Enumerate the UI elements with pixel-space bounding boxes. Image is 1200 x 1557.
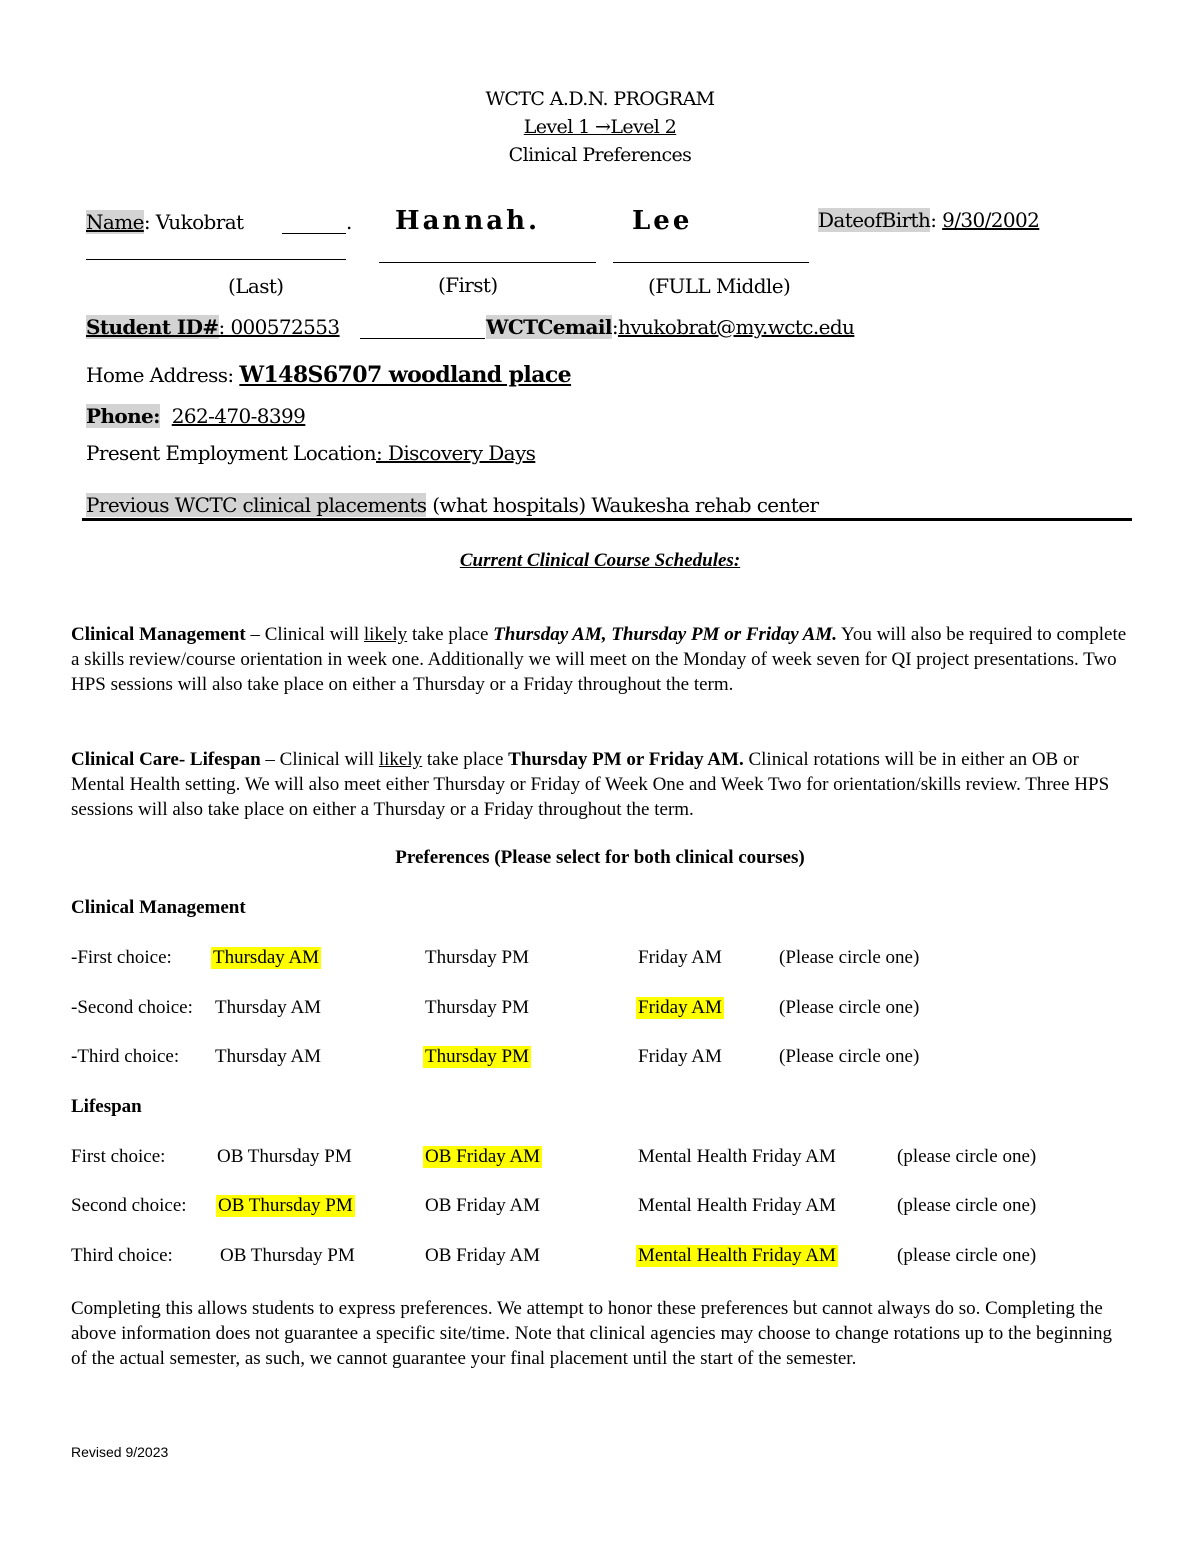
option-thursday-am[interactable]: Thursday AM [215, 1046, 322, 1067]
dob-label: DateofBirth [818, 208, 931, 232]
phone-value: 262-470-8399 [171, 404, 306, 428]
option-ob-friday-am[interactable]: OB Friday AM [425, 1245, 541, 1266]
choice-label: Second choice: [71, 1195, 187, 1216]
level-text: Level 1 →Level 2 [523, 116, 677, 138]
circle-note: (Please circle one) [779, 997, 920, 1018]
option-ob-thursday-pm[interactable]: OB Thursday PM [220, 1245, 355, 1266]
dob-value: 9/30/2002 [942, 208, 1040, 232]
management-title: Clinical Management [71, 624, 246, 645]
option-friday-am[interactable]: Friday AM [638, 1046, 722, 1067]
section-divider [82, 518, 1132, 521]
phone-row [86, 404, 305, 428]
option-mental-health-friday-am[interactable]: Mental Health Friday AM [638, 1146, 836, 1167]
choice-label: -First choice: [71, 947, 172, 968]
lifespan-pref-heading: Lifespan [71, 1096, 142, 1117]
option-thursday-pm[interactable]: Thursday PM [425, 997, 529, 1018]
circle-note: (Please circle one) [779, 947, 920, 968]
employment-value: : Discovery Days [376, 441, 536, 465]
last-name-value: Vukobrat [155, 210, 244, 234]
option-friday-am[interactable]: Friday AM [638, 947, 722, 968]
circle-note: (Please circle one) [779, 1046, 920, 1067]
choice-label: Third choice: [71, 1245, 173, 1266]
student-id-underline [360, 338, 485, 339]
email-row: WCTCemail:hvukobrat@my.wctc.edu [486, 315, 855, 339]
email-value: hvukobrat@my.wctc.edu [617, 315, 855, 339]
previous-label: Previous WCTC clinical placements [86, 493, 427, 517]
option-mental-health-friday-am[interactable]: Mental Health Friday AM [638, 1245, 836, 1266]
name-separator: . [346, 210, 352, 234]
lifespan-times: Thursday PM or Friday AM. [508, 749, 744, 770]
name-label: Name [86, 210, 144, 234]
option-ob-friday-am[interactable]: OB Friday AM [425, 1146, 541, 1167]
management-likely: likely [363, 624, 408, 645]
previous-row [86, 493, 818, 517]
circle-note: (please circle one) [897, 1245, 1037, 1266]
lifespan-likely: likely [378, 749, 423, 770]
option-thursday-am[interactable]: Thursday AM [213, 947, 320, 968]
choice-label: -Third choice: [71, 1046, 180, 1067]
option-thursday-am[interactable]: Thursday AM [215, 997, 322, 1018]
option-ob-friday-am[interactable]: OB Friday AM [425, 1195, 541, 1216]
student-id-value: 000572553 [230, 315, 340, 339]
circle-note: (please circle one) [897, 1146, 1037, 1167]
address-label: Home Address: [86, 363, 234, 387]
student-id-row: Student ID#: 000572553 [86, 315, 340, 339]
employment-row [86, 441, 535, 465]
last-name-line [86, 259, 346, 260]
name-row: Name: Vukobrat [86, 210, 244, 234]
option-ob-thursday-pm[interactable]: OB Thursday PM [217, 1146, 352, 1167]
previous-hint: (what hospitals) [432, 493, 586, 517]
management-text-1: – Clinical will [245, 624, 364, 645]
phone-label: Phone: [86, 404, 160, 428]
choice-label: -Second choice: [71, 997, 193, 1018]
option-friday-am[interactable]: Friday AM [638, 997, 722, 1018]
level-title [0, 116, 1200, 138]
management-pref-heading: Clinical Management [71, 897, 246, 918]
program-title: WCTC A.D.N. PROGRAM [485, 88, 715, 110]
email-label: WCTCemail [486, 315, 612, 339]
dob-row: DateofBirth: 9/30/2002 [818, 208, 1040, 232]
lifespan-text-rest: Clinical rotations will be in either an OB or Mental Health setting. We will also meet either Thursday or Friday of Week One and Week Two for orientation/skills review. Three HPS sessions will also take place on either a Thursday or a Friday throughout the term. [71, 749, 1110, 820]
management-text-2: take place [407, 624, 494, 645]
lifespan-paragraph [71, 747, 1131, 822]
middle-name-value: Lee [632, 206, 693, 236]
option-thursday-pm[interactable]: Thursday PM [425, 947, 529, 968]
middle-caption: (FULL Middle) [648, 274, 791, 298]
last-caption: (Last) [228, 274, 284, 298]
form-subtitle: Clinical Preferences [508, 144, 692, 166]
circle-note: (please circle one) [897, 1195, 1037, 1216]
first-name-value: Hannah. [395, 206, 541, 236]
lifespan-text-2: take place [422, 749, 509, 770]
address-value: W148S6707 woodland place [239, 362, 572, 388]
disclaimer-paragraph: Completing this allows students to express preferences. We attempt to honor these preferences but cannot always do so. Completing the above information does not guarantee a specific site/time. Note that clinical agencies may choose to change rotations up to the beginning of the actual semester, as such, we cannot guarantee your final placement until the start of the semester. [71, 1298, 1112, 1369]
lifespan-text-1: – Clinical will [260, 749, 379, 770]
first-name-line [379, 262, 596, 263]
middle-name-line [613, 262, 809, 263]
lifespan-title: Clinical Care- Lifespan [71, 749, 261, 770]
revised-date: Revised 9/2023 [71, 1444, 169, 1460]
employment-label: Present Employment Location [86, 441, 377, 465]
last-name-underline [282, 233, 346, 234]
address-row [86, 362, 571, 388]
management-times: Thursday AM, Thursday PM or Friday AM. [493, 624, 837, 645]
option-thursday-pm[interactable]: Thursday PM [425, 1046, 529, 1067]
first-caption: (First) [438, 273, 498, 297]
choice-label: First choice: [71, 1146, 166, 1167]
management-paragraph [71, 622, 1131, 697]
student-id-label: Student ID# [86, 315, 219, 339]
management-text-rest: You will also be required to complete a skills review/course orientation in week one. Additionally we will meet on the Monday of week seven for QI project presentations. Two HPS sessions will also take place on either a Thursday or a Friday throughout the term. [71, 624, 1127, 695]
preferences-heading: Preferences (Please select for both clinical courses) [395, 847, 805, 868]
schedules-heading: Current Clinical Course Schedules: [459, 550, 741, 571]
previous-value: Waukesha rehab center [591, 493, 819, 517]
option-mental-health-friday-am[interactable]: Mental Health Friday AM [638, 1195, 836, 1216]
option-ob-thursday-pm[interactable]: OB Thursday PM [218, 1195, 353, 1216]
